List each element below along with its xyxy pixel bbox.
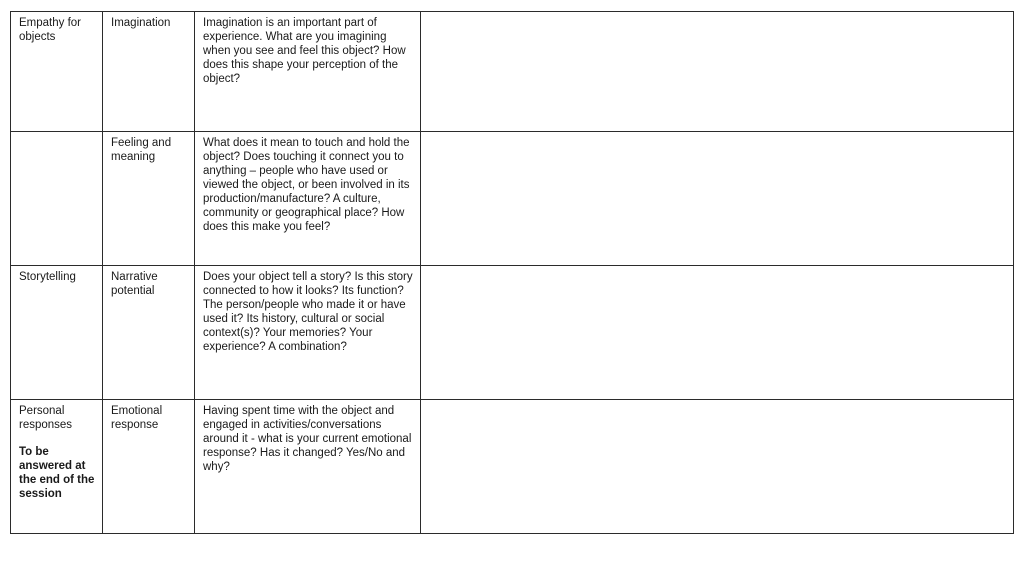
response-cell[interactable] bbox=[421, 400, 1014, 534]
table-row bbox=[11, 266, 1014, 400]
response-cell[interactable] bbox=[421, 12, 1014, 132]
response-cell[interactable] bbox=[421, 132, 1014, 266]
reflection-worksheet-table bbox=[10, 11, 1014, 534]
aspect-cell: Narrative potential bbox=[103, 266, 195, 400]
prompt-cell: What does it mean to touch and hold the object? Does touching it connect you to anything – people who have used or viewed the object, or been involved in its production/manufacture? A culture, community or geographical place? How does this make you feel? bbox=[195, 132, 421, 266]
aspect-cell: Imagination bbox=[103, 12, 195, 132]
prompt-cell: Having spent time with the object and engaged in activities/conversations around it - what is your current emotional response? Has it changed? Yes/No and why? bbox=[195, 400, 421, 534]
category-cell bbox=[11, 132, 103, 266]
category-cell: Empathy for objects bbox=[11, 12, 103, 132]
prompt-cell: Imagination is an important part of experience. What are you imagining when you see and feel this object? How does this shape your perception of the object? bbox=[195, 12, 421, 132]
prompt-cell: Does your object tell a story? Is this story connected to how it looks? Its function? The person/people who made it or have used it? Its history, cultural or social context(s)? Your memories? Your experience? A combination? bbox=[195, 266, 421, 400]
category-cell: Storytelling bbox=[11, 266, 103, 400]
table-row bbox=[11, 132, 1014, 266]
table-row bbox=[11, 400, 1014, 534]
aspect-cell: Feeling and meaning bbox=[103, 132, 195, 266]
aspect-cell: Emotional response bbox=[103, 400, 195, 534]
table-row bbox=[11, 12, 1014, 132]
response-cell[interactable] bbox=[421, 266, 1014, 400]
category-label: Personal responses bbox=[19, 405, 73, 431]
category-note: To be answered at the end of the session bbox=[19, 446, 95, 500]
category-cell bbox=[11, 400, 103, 534]
